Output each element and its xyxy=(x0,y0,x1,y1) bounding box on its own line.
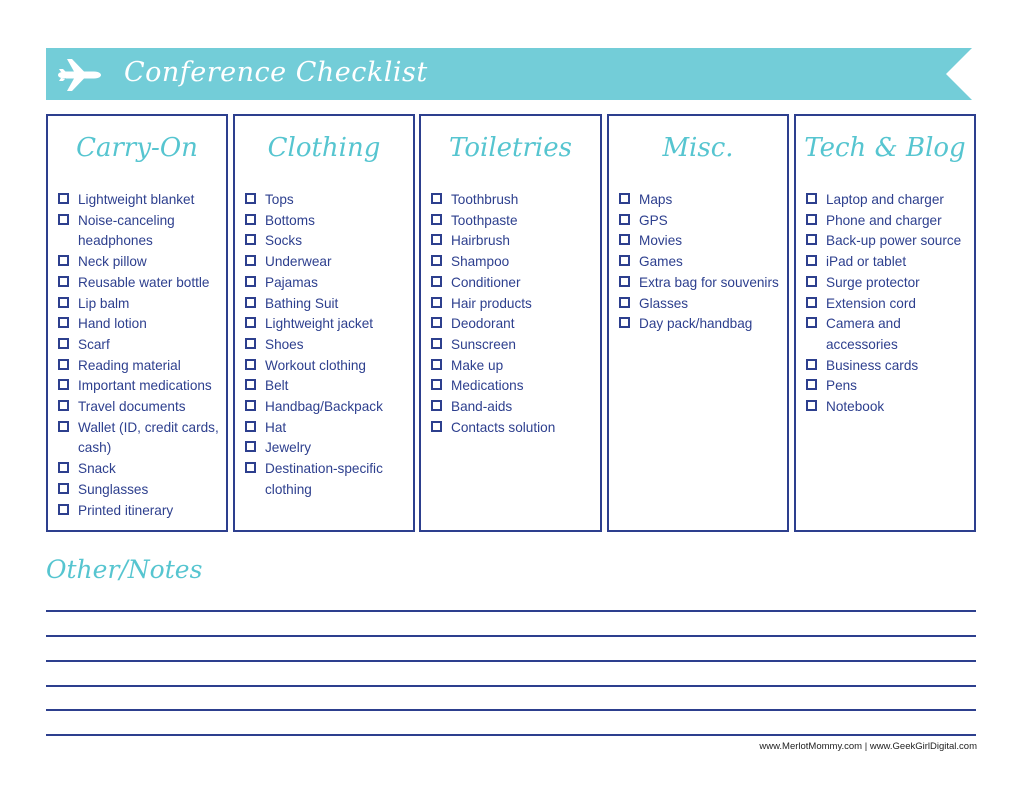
checklist-item xyxy=(245,211,409,232)
checklist-item-label: Sunglasses xyxy=(78,481,149,497)
checklist-item xyxy=(58,190,222,211)
checklist-item-label: Notebook xyxy=(826,399,885,415)
checklist-item xyxy=(806,273,970,294)
checklist-item-label: GPS xyxy=(639,212,668,228)
checklist-item-label: Pens xyxy=(826,378,857,394)
checkbox[interactable] xyxy=(58,504,69,515)
checkbox[interactable] xyxy=(431,400,442,411)
checklist-item-label: Hair products xyxy=(451,295,532,311)
checkbox[interactable] xyxy=(58,214,69,225)
checkbox[interactable] xyxy=(431,234,442,245)
checkbox[interactable] xyxy=(245,400,256,411)
checklist-item xyxy=(806,314,970,355)
checklist-item xyxy=(58,335,222,356)
checklist-item xyxy=(431,231,596,252)
checklist-item-label: Noise-canceling headphones xyxy=(78,212,175,249)
column-title: Carry-On xyxy=(76,133,198,163)
checklist-item xyxy=(245,376,409,397)
checklist-item-label: Workout clothing xyxy=(265,357,366,373)
checklist-item xyxy=(58,252,222,273)
checklist-item xyxy=(619,252,783,273)
checkbox[interactable] xyxy=(431,317,442,328)
checklist-item xyxy=(245,252,409,273)
checklist-item-label: Printed itinerary xyxy=(78,502,174,518)
checklist-item-label: Band-aids xyxy=(451,399,513,415)
column-title: Misc. xyxy=(662,133,734,163)
checklist-item-label: Pajamas xyxy=(265,274,318,290)
column-toiletries xyxy=(419,114,602,532)
checkbox[interactable] xyxy=(245,317,256,328)
checkbox[interactable] xyxy=(431,214,442,225)
checklist-item xyxy=(431,211,596,232)
column-title: Toiletries xyxy=(449,133,572,163)
checkbox[interactable] xyxy=(806,297,817,308)
checkbox[interactable] xyxy=(619,214,630,225)
checklist-item-label: Movies xyxy=(639,233,683,249)
checkbox[interactable] xyxy=(431,338,442,349)
checkbox[interactable] xyxy=(245,338,256,349)
column-title: Tech & Blog xyxy=(804,133,966,163)
page-title: Conference Checklist xyxy=(124,57,428,88)
checklist-item-label: Make up xyxy=(451,357,504,373)
checklist-item-label: Medications xyxy=(451,378,524,394)
checkbox[interactable] xyxy=(245,379,256,390)
checkbox[interactable] xyxy=(245,214,256,225)
checklist-item xyxy=(58,501,222,522)
checklist-item-label: Camera and accessories xyxy=(826,316,901,352)
checklist-item xyxy=(619,211,783,232)
checklist-item-label: Contacts solution xyxy=(451,419,556,435)
checklist-item xyxy=(245,418,409,439)
checklist-item-label: Deodorant xyxy=(451,316,515,332)
checkbox[interactable] xyxy=(58,379,69,390)
checklist-item xyxy=(245,335,409,356)
checklist-item xyxy=(58,211,222,252)
checkbox[interactable] xyxy=(245,193,256,204)
checklist-item xyxy=(58,397,222,418)
checklist-item-label: Phone and charger xyxy=(826,212,942,228)
checklist-item xyxy=(619,231,783,252)
checklist-item xyxy=(431,376,596,397)
checkbox[interactable] xyxy=(431,297,442,308)
checklist-item-label: Tops xyxy=(265,192,294,207)
checkbox[interactable] xyxy=(58,297,69,308)
checklist xyxy=(431,190,596,438)
note-line xyxy=(46,635,976,637)
checklist-item xyxy=(806,231,970,252)
footer-credits: www.MerlotMommy.com | www.GeekGirlDigital.com xyxy=(759,741,977,752)
checklist-item xyxy=(58,273,222,294)
column-misc xyxy=(607,114,789,532)
checklist-item xyxy=(58,356,222,377)
checklist-item-label: Snack xyxy=(78,461,116,477)
checkbox[interactable] xyxy=(58,317,69,328)
checklist-item-label: Lip balm xyxy=(78,295,130,311)
checklist-item xyxy=(431,252,596,273)
checklist-item-label: Wallet (ID, credit cards, cash) xyxy=(78,419,219,456)
checklist xyxy=(245,190,409,501)
checkbox[interactable] xyxy=(806,276,817,287)
checkbox[interactable] xyxy=(806,255,817,266)
checklist-item-label: Scarf xyxy=(78,336,110,352)
checklist xyxy=(619,190,783,335)
checklist-item xyxy=(431,273,596,294)
checkbox[interactable] xyxy=(431,276,442,287)
checklist-item-label: Sunscreen xyxy=(451,336,516,352)
note-line xyxy=(46,734,976,736)
checklist-item xyxy=(245,273,409,294)
checklist-item xyxy=(619,273,783,294)
checkbox[interactable] xyxy=(58,462,69,473)
checklist-item-label: Shoes xyxy=(265,336,304,352)
checklist-item xyxy=(58,376,222,397)
note-line xyxy=(46,660,976,662)
checklist-item xyxy=(58,314,222,335)
checklist-item xyxy=(58,459,222,480)
checklist-item xyxy=(58,480,222,501)
checkbox[interactable] xyxy=(619,297,630,308)
checklist-item-label: Reading material xyxy=(78,357,181,373)
checklist-item-label: Belt xyxy=(265,378,289,394)
checklist-item-label: Neck pillow xyxy=(78,254,147,270)
checkbox[interactable] xyxy=(431,379,442,390)
checklist-item xyxy=(431,314,596,335)
note-line xyxy=(46,685,976,687)
airplane-icon xyxy=(56,56,102,94)
checklist-item xyxy=(245,190,409,211)
checklist-item xyxy=(806,294,970,315)
checkbox[interactable] xyxy=(58,255,69,266)
checkbox[interactable] xyxy=(806,379,817,390)
checkbox[interactable] xyxy=(245,359,256,370)
checklist-item xyxy=(806,190,970,211)
checklist-item-label: Jewelry xyxy=(265,440,312,456)
note-line xyxy=(46,610,976,612)
checklist-item-label: Bottoms xyxy=(265,212,315,228)
checklist-item xyxy=(431,418,596,439)
checklist-item xyxy=(245,314,409,335)
checklist-item-label: Socks xyxy=(265,233,303,249)
checkbox[interactable] xyxy=(619,276,630,287)
checklist-item-label: Lightweight jacket xyxy=(265,316,374,332)
checklist-item-label: Important medications xyxy=(78,378,212,394)
checklist-item-label: Games xyxy=(639,254,683,270)
checklist-item-label: Hairbrush xyxy=(451,233,510,249)
column-carry-on xyxy=(46,114,228,532)
checklist-item xyxy=(619,190,783,211)
checklist-item-label: Toothpaste xyxy=(451,212,518,228)
checklist-item xyxy=(806,397,970,418)
checklist-item-label: iPad or tablet xyxy=(826,254,907,270)
checklist-item-label: Underwear xyxy=(265,254,332,270)
checklist-item xyxy=(806,356,970,377)
checklist-item-label: Glasses xyxy=(639,295,689,311)
checklist-item-label: Business cards xyxy=(826,357,919,373)
checkbox[interactable] xyxy=(58,338,69,349)
checklist-item xyxy=(431,356,596,377)
checkbox[interactable] xyxy=(58,400,69,411)
checklist-item xyxy=(619,294,783,315)
checklist-item xyxy=(245,438,409,459)
checklist-item xyxy=(245,231,409,252)
checklist-item xyxy=(431,294,596,315)
checklist-item-label: Extension cord xyxy=(826,295,916,311)
checklist-item xyxy=(245,459,409,500)
checklist-item-label: Reusable water bottle xyxy=(78,274,210,290)
checkbox[interactable] xyxy=(58,421,69,432)
checkbox[interactable] xyxy=(245,297,256,308)
checklist-item xyxy=(619,314,783,335)
checklist-item xyxy=(431,335,596,356)
checklist-item-label: Surge protector xyxy=(826,274,920,290)
checkbox[interactable] xyxy=(58,359,69,370)
checkbox[interactable] xyxy=(58,276,69,287)
checkbox[interactable] xyxy=(58,483,69,494)
checklist-item xyxy=(245,397,409,418)
checklist-item-label: Conditioner xyxy=(451,274,521,290)
notes-title: Other/Notes xyxy=(46,555,203,584)
checklist-item-label: Lightweight blanket xyxy=(78,192,195,207)
checkbox[interactable] xyxy=(619,255,630,266)
checkbox[interactable] xyxy=(619,193,630,204)
checkbox[interactable] xyxy=(245,441,256,452)
checklist xyxy=(58,190,222,521)
checklist-item xyxy=(58,418,222,459)
checklist-item xyxy=(806,211,970,232)
column-tech-blog xyxy=(794,114,976,532)
checklist-item-label: Travel documents xyxy=(78,399,186,415)
checkbox[interactable] xyxy=(245,421,256,432)
checklist-item-label: Extra bag for souvenirs xyxy=(639,274,779,290)
checkbox[interactable] xyxy=(619,234,630,245)
checkbox[interactable] xyxy=(431,193,442,204)
checklist-item xyxy=(806,376,970,397)
checklist-item-label: Hat xyxy=(265,419,287,435)
checkbox[interactable] xyxy=(431,359,442,370)
checklist-item xyxy=(58,294,222,315)
checklist-item-label: Handbag/Backpack xyxy=(265,399,383,415)
checkbox[interactable] xyxy=(431,255,442,266)
checklist-item-label: Back-up power source xyxy=(826,233,962,249)
checklist xyxy=(806,190,970,418)
checklist-item xyxy=(431,190,596,211)
column-title: Clothing xyxy=(267,133,381,163)
checkbox[interactable] xyxy=(619,317,630,328)
checklist-item xyxy=(806,252,970,273)
checklist-item-label: Day pack/handbag xyxy=(639,316,753,332)
checkbox[interactable] xyxy=(245,234,256,245)
checklist-item-label: Toothbrush xyxy=(451,192,519,207)
checklist-item-label: Bathing Suit xyxy=(265,295,339,311)
checkbox[interactable] xyxy=(245,255,256,266)
checkbox[interactable] xyxy=(431,421,442,432)
checklist-item-label: Hand lotion xyxy=(78,316,147,332)
checkbox[interactable] xyxy=(58,193,69,204)
checklist-item-label: Destination-specific clothing xyxy=(265,461,383,497)
checkbox[interactable] xyxy=(806,214,817,225)
checklist-item-label: Maps xyxy=(639,192,673,207)
checklist-item-label: Laptop and charger xyxy=(826,192,944,207)
note-line xyxy=(46,709,976,711)
checklist-item-label: Shampoo xyxy=(451,254,510,270)
checkbox[interactable] xyxy=(245,462,256,473)
checkbox[interactable] xyxy=(806,359,817,370)
checkbox[interactable] xyxy=(245,276,256,287)
checkbox[interactable] xyxy=(806,317,817,328)
checkbox[interactable] xyxy=(806,193,817,204)
checklist-item xyxy=(431,397,596,418)
checklist-item xyxy=(245,356,409,377)
checkbox[interactable] xyxy=(806,400,817,411)
column-clothing xyxy=(233,114,415,532)
checklist-item xyxy=(245,294,409,315)
checkbox[interactable] xyxy=(806,234,817,245)
